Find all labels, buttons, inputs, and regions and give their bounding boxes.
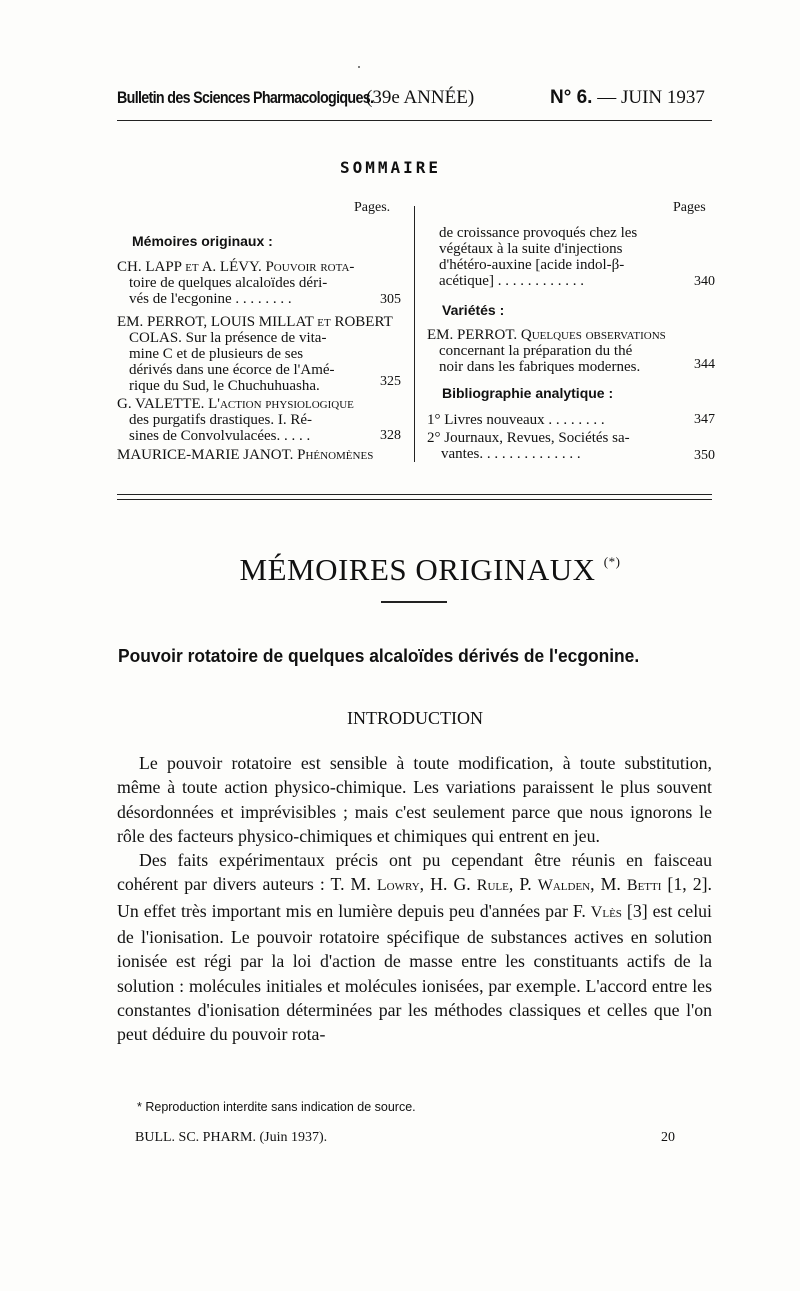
toc-line: COLAS. Sur la présence de vita-	[129, 330, 327, 346]
toc-line: de croissance provoqués chez les	[439, 225, 638, 241]
toc-entry-janot-continued	[427, 225, 692, 289]
author-name: Vlès	[590, 903, 622, 921]
paragraph	[117, 848, 712, 1046]
toc-line: dérivés dans une écorce de l'Amé-	[129, 362, 335, 378]
section-title	[0, 552, 800, 588]
toc-line: vantes. . . . . . . . . . . . . .	[441, 446, 581, 462]
toc-line: G. VALETTE. L'action physiologique	[117, 396, 354, 412]
header-rule	[117, 120, 712, 121]
section-bibliographie: Bibliographie analytique :	[442, 385, 614, 401]
issue-number: N° 6.	[550, 87, 593, 108]
toc-entry-journaux	[427, 430, 692, 462]
double-rule-top	[117, 494, 712, 495]
section-varietes: Variétés :	[442, 302, 505, 318]
footer-citation: BULL. SC. PHARM. (Juin 1937).	[135, 1130, 328, 1145]
toc-line-text: vés de l'ecgonine . . . . . . . .	[129, 291, 292, 307]
toc-entry-valette	[117, 396, 407, 444]
toc-page-number: 305	[380, 292, 401, 307]
toc-page-number: 350	[694, 448, 715, 463]
toc-entry-perrot-the	[427, 327, 692, 375]
section-memoires-originaux: Mémoires originaux :	[132, 233, 273, 249]
toc-line: EM. PERROT. Quelques observations	[427, 327, 666, 343]
journal-title: Bulletin des Sciences Pharmacologiques.	[117, 88, 374, 107]
toc-page-number: 325	[380, 374, 401, 389]
title-underline	[381, 601, 447, 603]
volume-year: (39e ANNÉE)	[366, 87, 475, 108]
section-title-text: MÉMOIRES ORIGINAUX	[239, 552, 596, 587]
paragraph-text: Des faits expérimentaux précis ont pu cependant être réunis en faisceau cohérent par divers auteurs : T. M.	[117, 850, 712, 895]
column-divider	[414, 206, 415, 462]
toc-line-text: CH. LAPP et A. LÉVY. Pouvoir rota-	[117, 259, 355, 275]
paragraph-text: , H. G.	[419, 874, 477, 895]
toc-line: sines de Convolvulacées. . . . .	[129, 428, 311, 444]
pages-label-left: Pages.	[354, 200, 391, 215]
paragraph-text: [3] est celui de l'ionisation. Le pouvoir rotatoire spécifique de substances actives en solution ionisée est régi par la loi d'action de masse entre les constituants actifs de la solution : molécules initiales et molécules ionisées, par exemple. L'accord entre les constantes d'ionisation déterminées par les méthodes classiques et celles que l'on peut déduire du pouvoir rota-	[117, 900, 712, 1045]
toc-entry-janot	[117, 447, 407, 463]
toc-line-text: toire de quelques alcaloïdes déri-	[129, 275, 328, 291]
paragraph: Le pouvoir rotatoire est sensible à toute modification, à toute substitution, même à toute action physico-chimique. Les variations paraissent le plus souvent désordonnées et imprévisibles ; mais c'est seulement parce que nous ignorons le rôle des facteurs physico-chimiques et chimiques qui entrent en jeu.	[117, 753, 712, 846]
toc-line: MAURICE-MARIE JANOT. Phénomènes	[117, 447, 374, 463]
author-name: Lowry	[376, 877, 420, 895]
toc-entry-lapp-levy	[117, 259, 407, 307]
toc-line	[117, 259, 407, 275]
toc-page-number: 347	[694, 412, 715, 427]
author-name: Betti	[626, 877, 662, 895]
toc-line: EM. PERROT, LOUIS MILLAT et ROBERT	[117, 314, 393, 330]
paragraph-text: , P.	[508, 874, 538, 895]
intro-heading: INTRODUCTION	[347, 708, 483, 728]
double-rule-bottom	[117, 499, 712, 500]
pages-label-right: Pages	[673, 200, 706, 215]
issue-month: — JUIN 1937	[597, 87, 705, 108]
toc-line: des purgatifs drastiques. I. Ré-	[129, 412, 313, 428]
toc-line	[117, 291, 407, 307]
toc-entry-perrot-millat-colas	[117, 314, 407, 394]
toc-line: 2° Journaux, Revues, Sociétés sa-	[427, 430, 630, 446]
toc-page-number: 344	[694, 357, 715, 372]
sommaire-heading: SOMMAIRE	[340, 158, 442, 177]
toc-line: d'hétéro-auxine [acide indol-β-	[439, 257, 625, 273]
article-title: Pouvoir rotatoire de quelques alcaloïdes dérivés de l'ecgonine.	[118, 645, 640, 666]
toc-line: noir dans les fabriques modernes.	[439, 359, 641, 375]
toc-line: végétaux à la suite d'injections	[439, 241, 623, 257]
toc-line: concernant la préparation du thé	[439, 343, 633, 359]
section-title-note: (*)	[603, 554, 621, 569]
footnote: * Reproduction interdite sans indication de source.	[137, 1100, 416, 1114]
author-name: Rule	[476, 877, 509, 895]
toc-line: 1° Livres nouveaux . . . . . . . .	[427, 412, 605, 428]
toc-line	[117, 275, 407, 291]
issue-date	[550, 87, 705, 109]
toc-line: acétique] . . . . . . . . . . . .	[439, 273, 584, 289]
toc-page-number: 328	[380, 428, 401, 443]
paragraph-text: , M.	[590, 874, 627, 895]
toc-page-number: 340	[694, 274, 715, 289]
toc-line: mine C et de plusieurs de ses	[129, 346, 304, 362]
paragraph-text: [1, 2]. Un effet très important mis en lumière depuis peu d'années par F.	[117, 874, 712, 921]
article-body	[117, 751, 712, 1047]
toc-line: rique du Sud, le Chuchuhuasha.	[129, 378, 320, 394]
footer-page-number: 20	[661, 1130, 675, 1145]
toc-entry-livres	[427, 412, 692, 428]
speck-mark	[358, 66, 360, 68]
author-name: Walden	[537, 877, 591, 895]
